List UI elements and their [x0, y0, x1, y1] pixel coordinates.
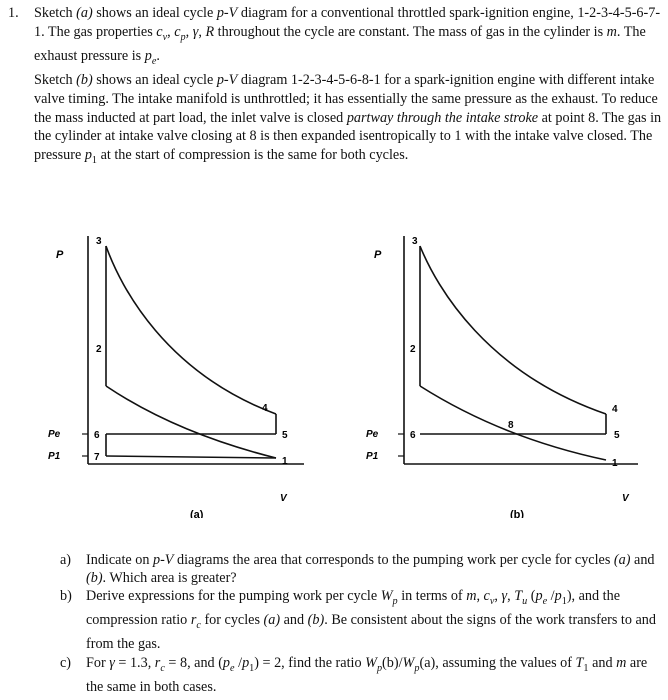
compression-curve-1-2	[106, 386, 276, 458]
question-text: Derive expressions for the pumping work per cycle $W_p$ in terms of m, $c_v$, γ, $T_u$ ($p_e$ $/p_1$), and the compression ratio $r_c$ for cycles (a) and (b). Be consistent about the signs of the work transfers to and from the gas.	[86, 588, 656, 653]
point-1-label: 1	[612, 458, 618, 469]
caption-b: (b)	[510, 509, 525, 518]
question-a	[60, 551, 662, 587]
problem-statement	[8, 4, 662, 170]
caption-a: (a)	[190, 509, 204, 518]
axis-v-label: V	[622, 493, 629, 504]
axis-p-label: P	[374, 249, 382, 261]
paragraph-sketch-a: Sketch (a) shows an ideal cycle p-V diagram for a conventional throttled spark-ignition engine, 1-2-3-4-5-6-7-1. The gas properties $c_v$, $c_p$, γ, R throughout the cycle are constant. The mass of gas in the cylinder is m. The exhaust pressure is $p_e$.	[34, 5, 661, 67]
pe-label: Pe	[366, 429, 379, 440]
point-3-label: 3	[412, 236, 418, 247]
point-4-label: 4	[612, 404, 618, 415]
question-c	[60, 654, 662, 696]
point-2-label: 2	[410, 344, 416, 355]
question-text: Indicate on p-V diagrams the area that corresponds to the pumping work per cycle for cycles (a) and (b). Which area is greater?	[86, 552, 655, 587]
point-4-label: 4	[262, 403, 268, 414]
expansion-curve-3-4	[106, 246, 276, 414]
axis-p-label: P	[56, 249, 64, 261]
intake-line-7-1	[106, 456, 276, 458]
p1-label: P1	[366, 451, 379, 462]
point-2-label: 2	[96, 344, 102, 355]
point-5-label: 5	[282, 430, 288, 441]
question-label: c)	[60, 654, 72, 671]
paragraph-sketch-b: Sketch (b) shows an ideal cycle p-V diagram 1-2-3-4-5-6-8-1 for a spark-ignition engine with different intake valve timing. The intake manifold is unthrottled; it has essentially the same pressure as the exhaust. To reduce the mass inducted at part load, the inlet valve is closed partway through the intake stroke at point 8. The gas in the cylinder at intake valve closing at 8 is then expanded isentropically to 1 with the intake valve closed. The pressure $p_1$ at the start of compression is the same for both cycles.	[34, 72, 662, 166]
point-8-label: 8	[508, 420, 514, 431]
pe-label: Pe	[48, 429, 61, 440]
point-6-label: 6	[94, 430, 100, 441]
point-7-label: 7	[94, 452, 100, 463]
axis-v-label: V	[280, 493, 287, 504]
point-1-label: 1	[282, 456, 288, 467]
question-label: a)	[60, 552, 72, 568]
pv-diagram-a	[26, 228, 326, 518]
pv-diagram-b	[352, 228, 652, 518]
question-b	[60, 587, 662, 653]
point-3-label: 3	[96, 236, 102, 247]
problem-number: 1.	[8, 5, 19, 21]
point-6-label: 6	[410, 430, 416, 441]
p1-label: P1	[48, 451, 61, 462]
question-list	[60, 551, 662, 696]
question-text: For γ = 1.3, $r_c = 8$, and ($p_e$ $/p_1) = 2$, find the ratio $W_p(b)/W_p(a)$, assuming the values of $T_1$ and m are the same in both cases.	[86, 654, 648, 695]
question-label: b)	[60, 588, 72, 605]
expansion-curve-3-4	[420, 246, 606, 414]
point-5-label: 5	[614, 430, 620, 441]
